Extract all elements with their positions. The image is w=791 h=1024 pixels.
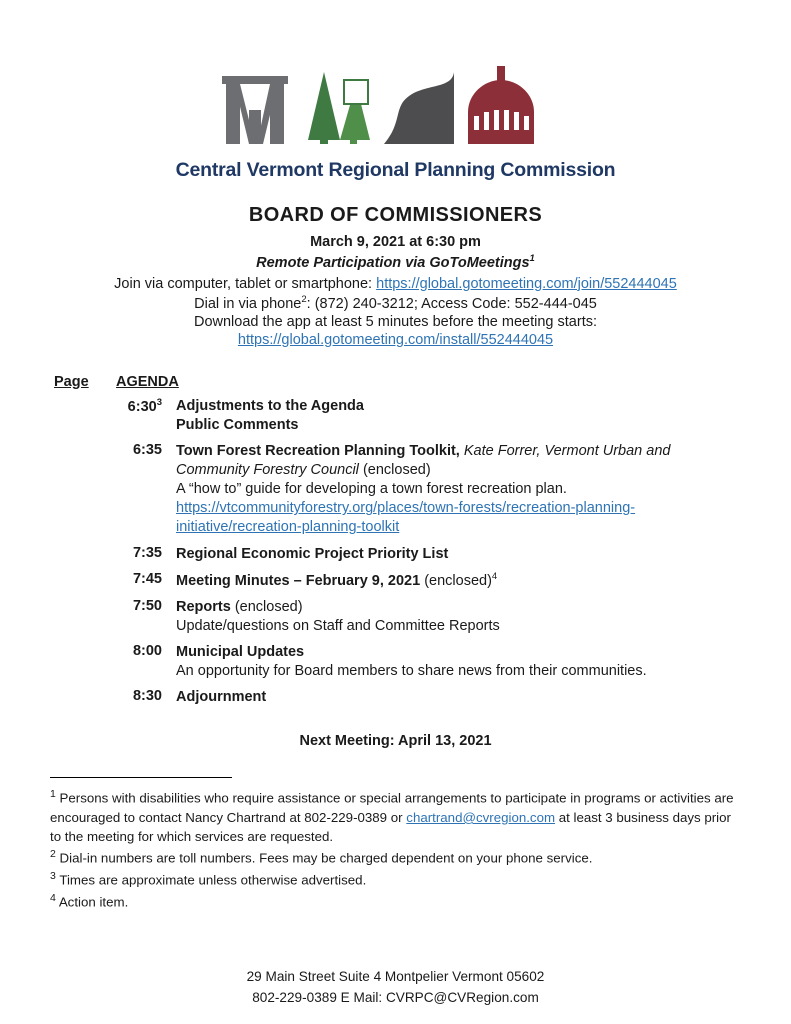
agenda-item-description: [176, 643, 647, 681]
footnote-ref-1: 1: [529, 253, 535, 264]
agenda-item-description: [176, 545, 448, 564]
agenda-item-description: [176, 688, 266, 707]
agenda-line: [176, 598, 500, 617]
footnote-ref-4: 4: [491, 570, 498, 582]
agenda-item-time-text: 8:30: [132, 688, 162, 705]
next-meeting-note: Next Meeting: April 13, 2021: [299, 733, 492, 750]
install-link-line: [50, 332, 741, 348]
join-line: [50, 276, 741, 292]
footnotes-section: [50, 787, 741, 911]
agenda-list: [50, 397, 741, 708]
footnote-ref-2: 2: [301, 293, 307, 305]
column-header-page: Page: [54, 373, 89, 390]
agenda-line: [176, 499, 716, 537]
footnote-ref-3: 3: [156, 396, 162, 408]
agenda-item-time-text: 7:50: [132, 597, 162, 614]
agenda-item-time: [50, 397, 176, 415]
agenda-item-time: [50, 571, 176, 587]
dial-rest: : (872) 240-3212; Access Code: 552-444-045: [306, 295, 597, 312]
agenda-item-description: [176, 397, 364, 435]
footnote-text: Times are approximate unless otherwise advertised.: [59, 872, 367, 888]
agenda-line: Adjournment: [176, 689, 267, 706]
agenda-line-tail: (enclosed): [420, 572, 492, 589]
footnote-text: Dial-in numbers are toll numbers. Fees may be charged dependent on your phone service.: [59, 850, 593, 866]
agenda-item-description: [176, 598, 500, 636]
footnote-number: 3: [50, 870, 56, 883]
agenda-line: A “how to” guide for developing a town forest recreation plan.: [176, 481, 567, 498]
agenda-line: [176, 571, 497, 591]
agenda-line-italic: Kate Forrer, Vermont Urban and Community Forestry Council: [176, 442, 671, 479]
agenda-item-time: [50, 643, 176, 659]
agenda-line: Municipal Updates: [176, 643, 305, 660]
agenda-item-time-text: 7:45: [132, 570, 162, 587]
agenda-item-description: [176, 442, 716, 538]
agenda-item: [50, 442, 741, 538]
agenda-item-time: [50, 442, 176, 458]
agenda-item: [50, 545, 741, 564]
agenda-item: [50, 643, 741, 681]
agenda-line: [176, 442, 716, 480]
footnote-number: 2: [50, 848, 56, 861]
remote-participation-line: [50, 253, 741, 271]
agenda-item-time-text: 7:35: [132, 544, 162, 561]
footnote-item: [50, 869, 741, 890]
download-app-line: Download the app at least 5 minutes before the meeting starts:: [193, 313, 597, 330]
agenda-item-time: [50, 688, 176, 704]
agenda-item-time: [50, 598, 176, 614]
column-header-agenda: AGENDA: [116, 373, 179, 390]
install-app-link[interactable]: https://global.gotomeeting.com/install/552444045: [237, 331, 554, 348]
agenda-line-bold: Meeting Minutes – February 9, 2021: [176, 572, 421, 589]
agenda-item-time: [50, 545, 176, 561]
meeting-date: March 9, 2021 at 6:30 pm: [310, 234, 481, 250]
footnote-item: [50, 891, 741, 912]
dial-prefix: Dial in via phone: [194, 295, 302, 312]
toolkit-link[interactable]: https://vtcommunityforestry.org/places/town-forests/recreation-planning-initiative/recreation-planning-toolkit: [176, 500, 636, 536]
agenda-line: Public Comments: [176, 416, 299, 433]
organization-logo-block: [50, 50, 741, 182]
agenda-item: [50, 688, 741, 707]
agenda-item-time-text: 6:35: [132, 441, 162, 458]
footer-address: 29 Main Street Suite 4 Montpelier Vermont 05602: [246, 969, 545, 985]
organization-name: Central Vermont Regional Planning Commission: [175, 159, 616, 181]
agenda-item: [50, 598, 741, 636]
agenda-item: [50, 571, 741, 591]
agenda-item: [50, 397, 741, 435]
join-meeting-link[interactable]: https://global.gotomeeting.com/join/552444045: [376, 275, 677, 292]
footnote-text: Persons with disabilities who require assistance or special arrangements to participate in programs or activities are encouraged to contact Nancy Chartrand at 802-229-0389 or: [50, 790, 734, 825]
email-link[interactable]: chartrand@cvregion.com: [406, 809, 556, 825]
footnote-item: [50, 847, 741, 868]
agenda-item-description: [176, 571, 497, 591]
agenda-line-bold: Town Forest Recreation Planning Toolkit,: [176, 442, 460, 459]
footnote-item: [50, 787, 741, 846]
agenda-line-bold: Reports: [176, 598, 231, 615]
dial-in-line: [50, 294, 741, 312]
page-footer: [0, 967, 791, 1008]
footer-contact: 802-229-0389 E Mail: CVRPC@CVRegion.com: [252, 989, 539, 1005]
agenda-line: Update/questions on Staff and Committee Reports: [176, 617, 500, 634]
agenda-line: Regional Economic Project Priority List: [176, 545, 449, 562]
agenda-line: An opportunity for Board members to share news from their communities.: [176, 662, 647, 679]
agenda-line-tail: (enclosed): [358, 462, 431, 479]
agenda-column-headers: [50, 374, 741, 390]
join-prefix: Join via computer, tablet or smartphone:: [114, 275, 377, 292]
footnote-divider: [50, 777, 232, 778]
remote-participation-text: Remote Participation via GoToMeetings: [256, 254, 530, 271]
agenda-item-time-text: 6:30: [127, 398, 157, 415]
agenda-item-time-text: 8:00: [132, 642, 162, 659]
agenda-line-tail: (enclosed): [230, 598, 303, 615]
page-title: BOARD OF COMMISSIONERS: [248, 204, 543, 226]
footnote-text: Action item.: [58, 894, 129, 910]
footnote-number: 1: [50, 788, 56, 801]
agenda-line: Adjustments to the Agenda: [176, 397, 364, 414]
cvrpc-logo-icon: [216, 50, 576, 150]
footnote-text-after: at least 3 business days prior to the meeting for which services are requested.: [50, 809, 731, 845]
footnote-number: 4: [50, 891, 56, 904]
